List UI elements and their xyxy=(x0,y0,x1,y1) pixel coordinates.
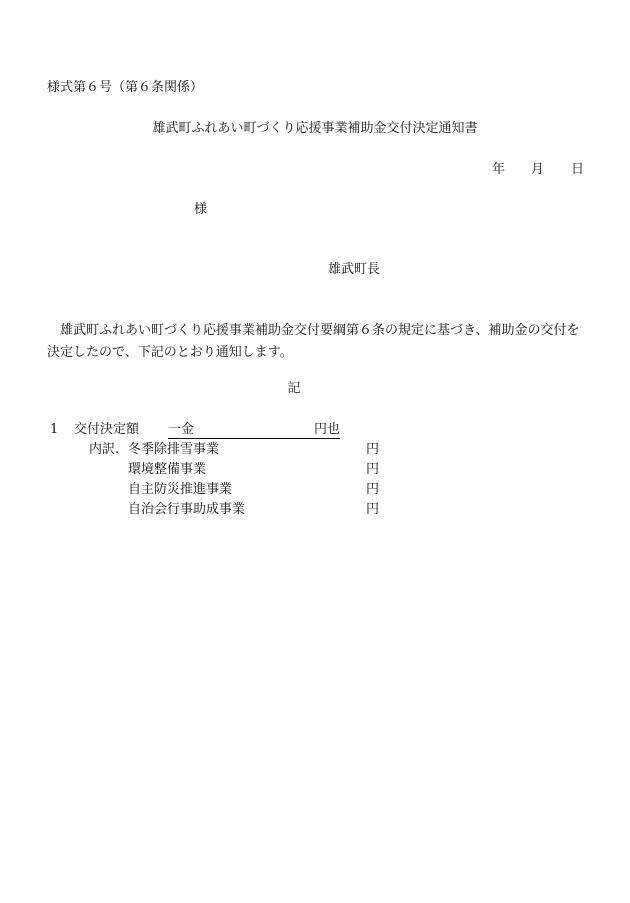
date-day-label: 日 xyxy=(571,162,585,177)
document-title: 雄武町ふれあい町づくり応援事業補助金交付決定通知書 xyxy=(152,121,478,136)
breakdown-item-name: 環境整備事業 xyxy=(128,462,207,477)
form-number: 様式第６号（第６条関係） xyxy=(47,80,204,95)
breakdown-label: 内訳. xyxy=(89,442,120,457)
record-heading: 記 xyxy=(287,381,301,396)
breakdown-item-unit: 円 xyxy=(366,442,380,457)
breakdown-row xyxy=(0,462,630,482)
breakdown-row xyxy=(0,442,630,462)
amount-suffix: 円也 xyxy=(313,422,340,437)
breakdown-row xyxy=(0,502,630,522)
addressee-suffix: 様 xyxy=(194,202,208,217)
amount-field xyxy=(168,422,340,439)
date-year-label: 年 xyxy=(492,162,506,177)
breakdown-row xyxy=(0,482,630,502)
breakdown-item-name: 自治会行事助成事業 xyxy=(128,502,246,517)
date-month-label: 月 xyxy=(531,162,545,177)
breakdown-item-unit: 円 xyxy=(366,502,380,517)
breakdown-item-unit: 円 xyxy=(366,482,380,497)
breakdown-item-name: 冬季除排雪事業 xyxy=(128,442,220,457)
item-label: 交付決定額 xyxy=(74,422,140,437)
issuer-name: 雄武町長 xyxy=(328,262,381,277)
breakdown-item-unit: 円 xyxy=(366,462,380,477)
amount-prefix: 一金 xyxy=(168,422,195,437)
breakdown-item-name: 自主防災推進事業 xyxy=(128,482,233,497)
item-number: 1 xyxy=(50,422,59,437)
body-paragraph: 雄武町ふれあい町づくり応援事業補助金交付要綱第６条の規定に基づき、補助金の交付を決定したので、下記のとおり通知します。 xyxy=(47,323,580,360)
